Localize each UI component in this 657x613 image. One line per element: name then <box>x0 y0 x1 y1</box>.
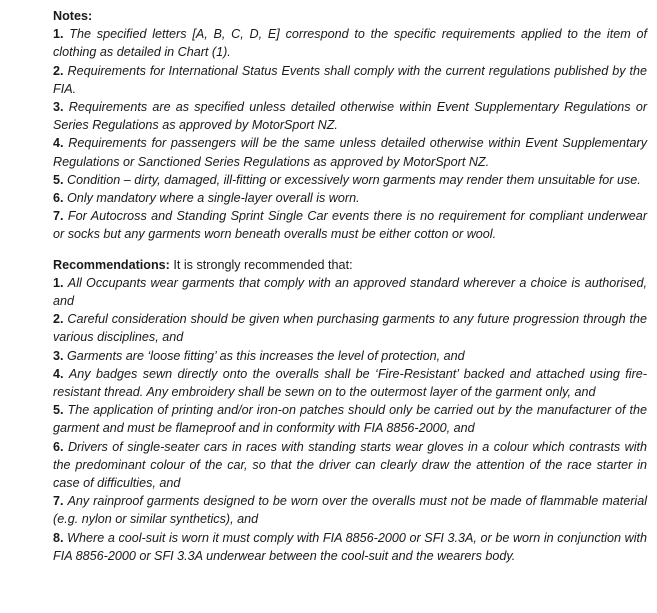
recommendations-heading: Recommendations: <box>53 257 170 272</box>
recommendation-number: 6. <box>53 439 64 454</box>
recommendation-item <box>53 347 647 365</box>
note-number: 1. <box>53 27 64 42</box>
recommendation-number: 4. <box>53 366 64 381</box>
note-text: The specified letters [A, B, C, D, E] correspond to the specific requirements applied to the item of clothing as detailed in Chart (1). <box>53 27 647 60</box>
note-text: Requirements for passengers will be the same unless detailed otherwise within Event Supplementary Regulations or Sanctioned Series Regulations as approved by MotorSport NZ. <box>53 136 648 169</box>
note-item <box>53 134 647 170</box>
recommendation-item <box>53 310 647 346</box>
recommendations-list <box>53 274 647 565</box>
note-item <box>53 171 647 189</box>
recommendation-text: The application of printing and/or iron-on patches should only be carried out by the manufacturer of the garment and must be flameproof and in conformity with FIA 8856-2000, and <box>53 403 648 436</box>
note-item <box>53 98 647 134</box>
note-item <box>53 62 647 98</box>
recommendation-text: Any rainproof garments designed to be worn over the overalls must not be made of flammable material (e.g. nylon or similar synthetics), and <box>53 494 647 527</box>
note-number: 3. <box>53 100 64 115</box>
note-item <box>53 25 647 61</box>
note-text: Only mandatory where a single-layer overall is worn. <box>67 191 360 206</box>
recommendation-number: 8. <box>53 530 64 545</box>
recommendation-text: Drivers of single-seater cars in races with standing starts wear gloves in a colour which contrasts with the predominant colour of the car, so that the driver can clearly draw the attention of the race starter in case of difficulties, and <box>53 439 647 491</box>
note-text: Requirements are as specified unless detailed otherwise within Event Supplementary Regulations or Series Regulations as approved by MotorSport NZ. <box>53 100 648 133</box>
note-text: Requirements for International Status Events shall comply with the current regulations published by the FIA. <box>53 63 648 96</box>
note-number: 6. <box>53 191 64 206</box>
recommendation-item <box>53 492 647 528</box>
recommendation-text: Any badges sewn directly onto the overalls shall be ‘Fire-Resistant’ backed and attached using fire-resistant thread. Any embroidery shall be sewn on to the outermost layer of the garment only, and <box>53 366 647 400</box>
note-number: 4. <box>53 136 64 151</box>
recommendation-number: 7. <box>53 494 64 509</box>
recommendations-header <box>53 256 647 274</box>
note-item <box>53 207 647 243</box>
recommendation-number: 2. <box>53 312 64 327</box>
recommendation-item <box>53 365 647 401</box>
notes-heading: Notes: <box>53 9 93 23</box>
recommendations-intro: It is strongly recommended that: <box>169 257 353 272</box>
recommendation-item <box>53 401 647 437</box>
recommendation-text: Where a cool-suit is worn it must comply with FIA 8856-2000 or SFI 3.3A, or be worn in conjunction with FIA 8856-2000 or SFI 3.3A underwear between the cool-suit and the wearers body. <box>53 530 648 563</box>
note-text: For Autocross and Standing Sprint Single Car events there is no requirement for compliant underwear or socks but any garments worn beneath overalls must be either cotton or wool. <box>53 209 648 242</box>
note-number: 5. <box>53 172 64 187</box>
recommendation-text: All Occupants wear garments that comply with an approved standard wherever a choice is authorised, and <box>53 275 647 309</box>
note-number: 7. <box>53 209 64 224</box>
notes-list <box>53 25 647 243</box>
recommendation-number: 1. <box>53 275 64 290</box>
recommendation-item <box>53 438 647 493</box>
recommendation-item <box>53 274 647 310</box>
recommendation-item <box>53 529 647 565</box>
document-body <box>53 7 647 565</box>
note-text: Condition – dirty, damaged, ill-fitting or excessively worn garments may render them unsuitable for use. <box>67 172 641 187</box>
note-item <box>53 189 647 207</box>
section-spacer <box>53 244 647 256</box>
recommendation-number: 3. <box>53 348 64 363</box>
recommendation-text: Garments are ‘loose fitting’ as this increases the level of protection, and <box>67 348 465 363</box>
recommendation-number: 5. <box>53 403 64 418</box>
note-number: 2. <box>53 63 64 78</box>
recommendation-text: Careful consideration should be given when purchasing garments to any future progression through the various disciplines, and <box>53 312 647 345</box>
